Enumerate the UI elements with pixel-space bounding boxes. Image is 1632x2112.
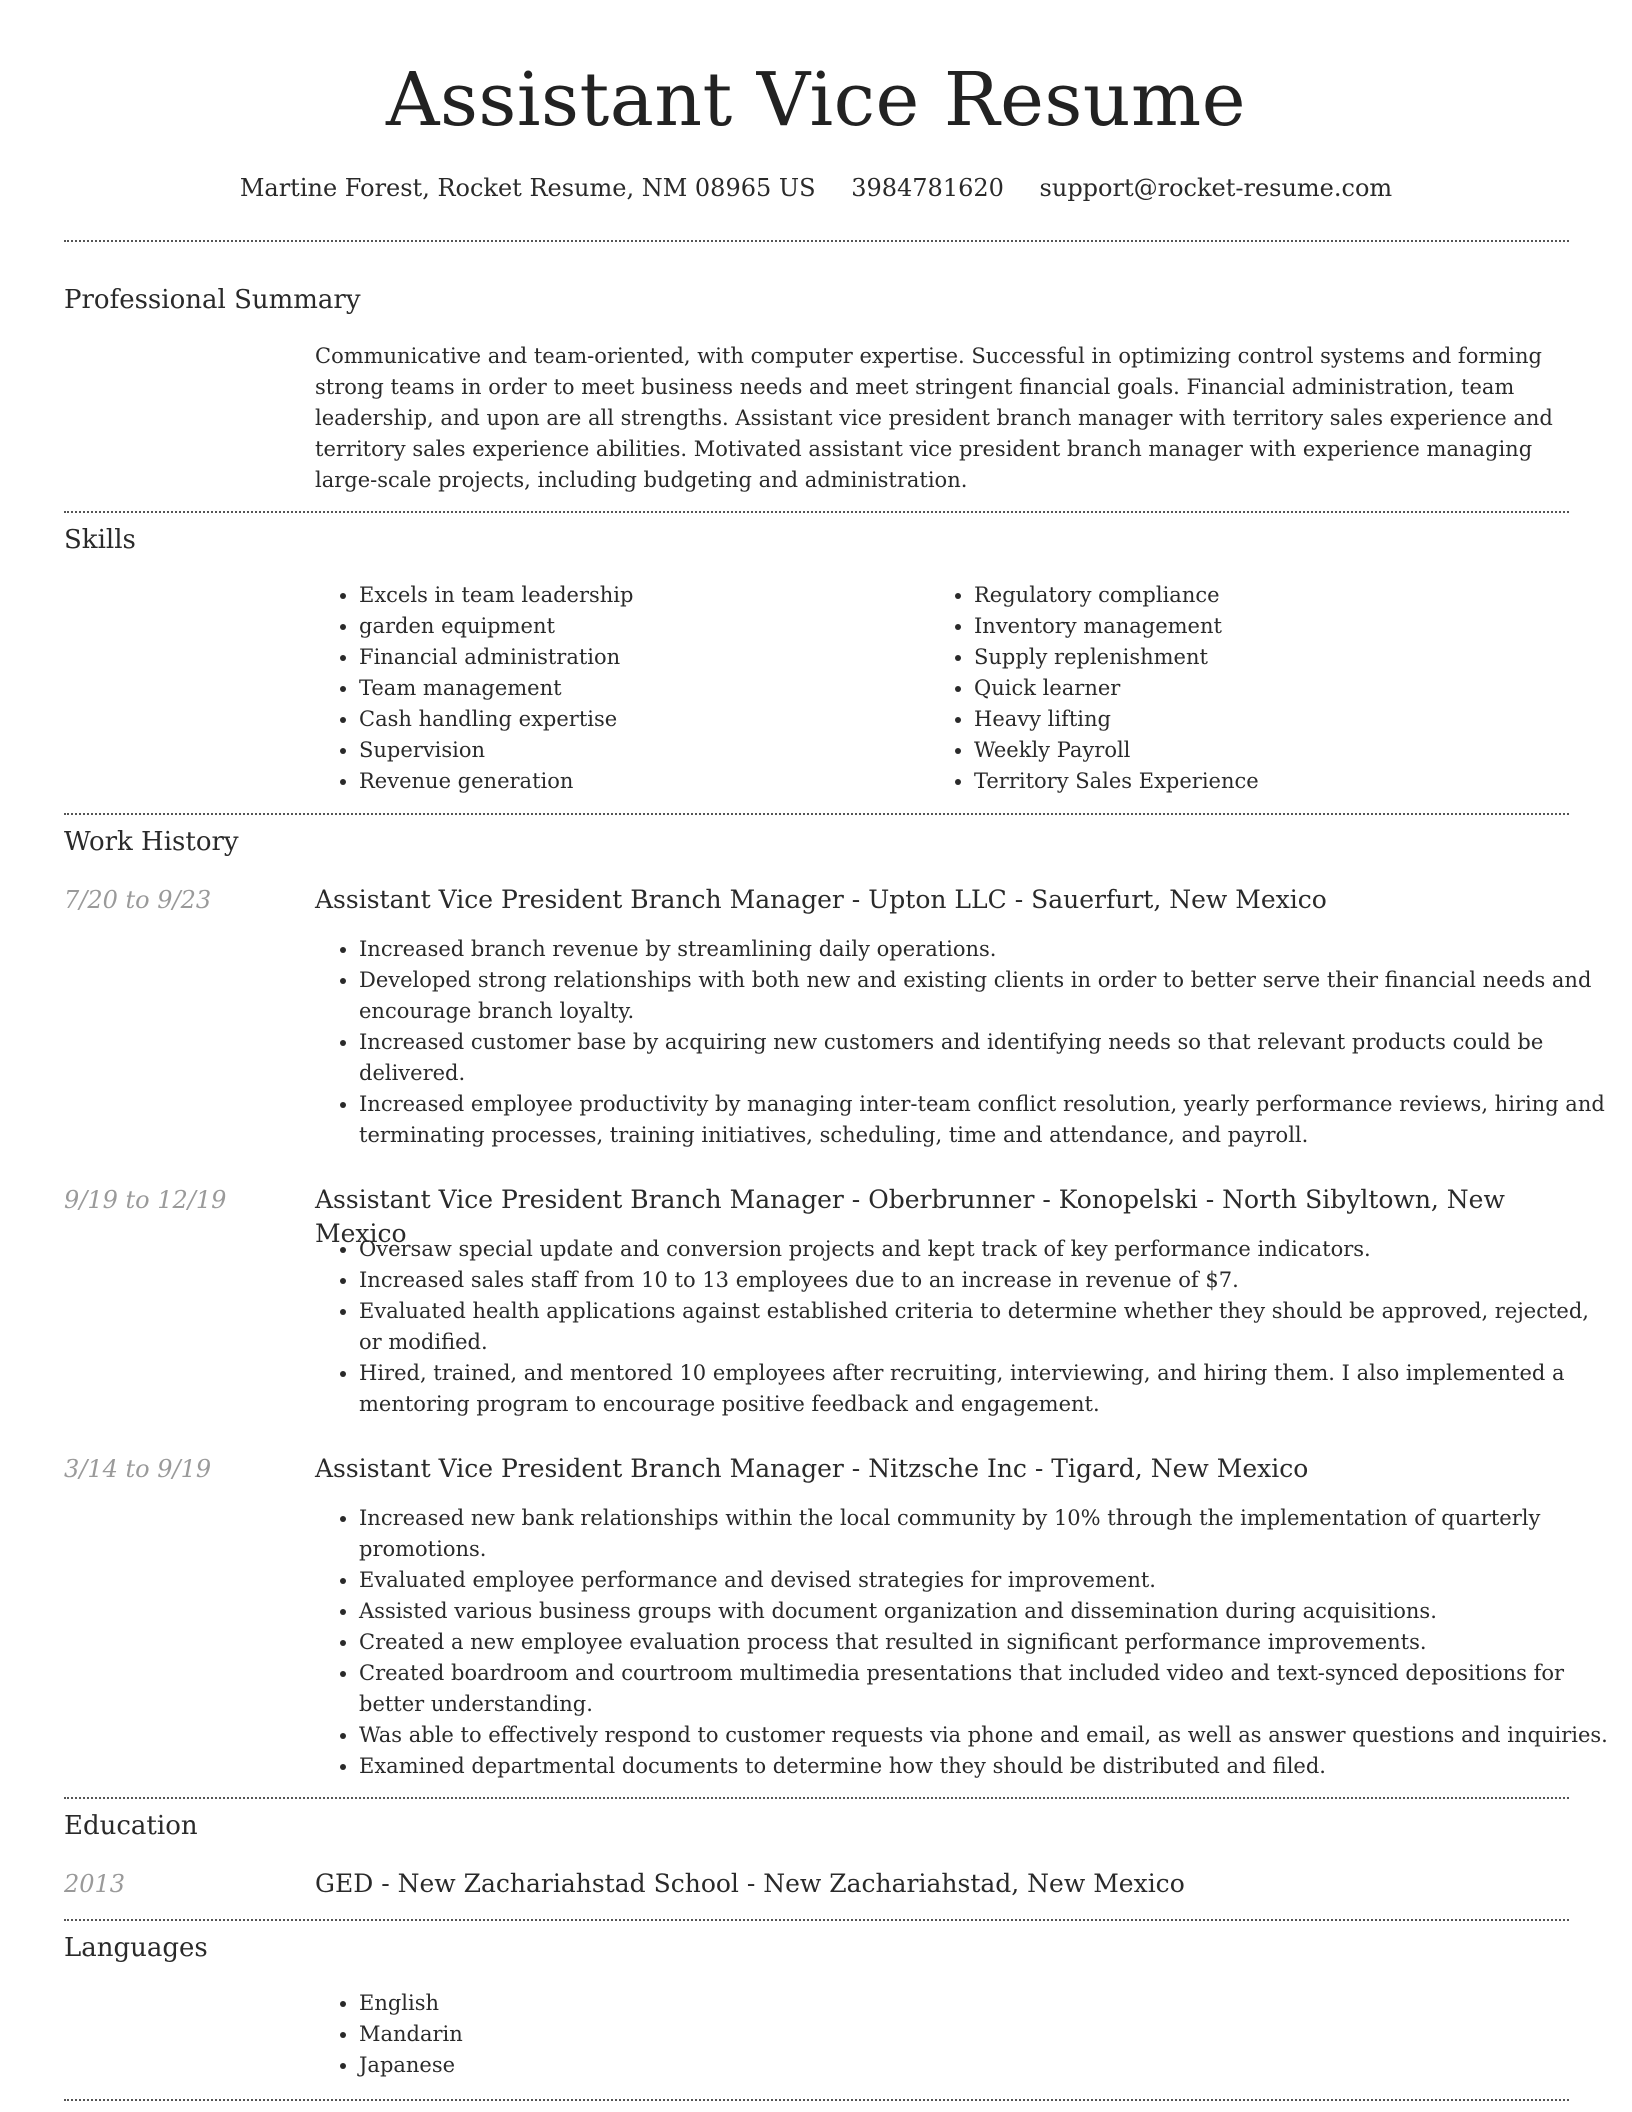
languages-list — [315, 1988, 959, 2081]
education-date: 2013 — [64, 1870, 126, 1898]
job-bullet: • Hired, trained, and mentored 10 employees after recruiting, interviewing, and hiring them. I also implemented a mentoring program to encourage positive feedback and engagement. — [359, 1358, 1613, 1420]
job-bullets — [315, 1234, 1613, 1420]
summary-heading: Professional Summary — [64, 285, 361, 315]
job-bullet: • Created a new employee evaluation process that resulted in significant performance improvements. — [359, 1627, 1613, 1658]
job-title: Assistant Vice President Branch Manager - Nitzsche Inc - Tigard, New Mexico — [315, 1454, 1309, 1483]
job-bullet: • Evaluated employee performance and devised strategies for improvement. — [359, 1565, 1613, 1596]
job-date: 7/20 to 9/23 — [64, 886, 212, 914]
resume-title: Assistant Vice Resume — [386, 57, 1246, 143]
skill-item: • Quick learner — [974, 673, 1574, 704]
skills-heading: Skills — [64, 525, 136, 555]
skill-item: • Excels in team leadership — [359, 580, 919, 611]
job-bullet: • Oversaw special update and conversion projects and kept track of key performance indicators. — [359, 1234, 1613, 1265]
skill-item: • Supervision — [359, 735, 919, 766]
job-bullet: • Increased branch revenue by streamlining daily operations. — [359, 934, 1613, 965]
skills-list-right — [930, 580, 1574, 797]
divider — [64, 2099, 1569, 2101]
job-bullet: • Examined departmental documents to determine how they should be distributed and filed. — [359, 1751, 1613, 1782]
job-bullets — [315, 1503, 1613, 1782]
divider — [64, 1797, 1569, 1799]
divider — [64, 813, 1569, 815]
skill-item: • Financial administration — [359, 642, 919, 673]
language-item: • Japanese — [359, 2050, 959, 2081]
skill-item: • Heavy lifting — [974, 704, 1574, 735]
job-bullet: • Developed strong relationships with both new and existing clients in order to better serve their financial needs and encourage branch loyalty. — [359, 965, 1613, 1027]
skill-item: • Cash handling expertise — [359, 704, 919, 735]
education-heading: Education — [64, 1811, 198, 1841]
job-bullet: • Was able to effectively respond to customer requests via phone and email, as well as answer questions and inquiries. — [359, 1720, 1613, 1751]
job-bullets — [315, 934, 1613, 1151]
skill-item: • Territory Sales Experience — [974, 766, 1574, 797]
job-bullet: • Increased employee productivity by managing inter-team conflict resolution, yearly performance reviews, hiring and terminating processes, training initiatives, scheduling, time and attendance, and payroll. — [359, 1089, 1613, 1151]
skills-list-left — [315, 580, 919, 797]
summary-text: Communicative and team-oriented, with computer expertise. Successful in optimizing control systems and forming strong teams in order to meet business needs and meet stringent financial goals. Financial administration, team leadership, and upon are all strengths. Assistant vice president branch manager with territory sales experience and territory sales experience abilities. Motivated assistant vice president branch manager with experience managing large-scale projects, including budgeting and administration. — [315, 344, 1553, 492]
divider — [64, 1919, 1569, 1921]
job-title: Assistant Vice President Branch Manager - Oberbrunner - Konopelski - North Sibyltown, New Mexico — [315, 1185, 1505, 1248]
job-bullet: • Increased new bank relationships within the local community by 10% through the implementation of quarterly promotions. — [359, 1503, 1613, 1565]
job-title: Assistant Vice President Branch Manager - Upton LLC - Sauerfurt, New Mexico — [315, 885, 1327, 914]
skill-item: • Regulatory compliance — [974, 580, 1574, 611]
contact-email: support@rocket-resume.com — [1039, 174, 1393, 202]
job-bullet: • Created boardroom and courtroom multimedia presentations that included video and text-synced depositions for better understanding. — [359, 1658, 1613, 1720]
skill-item: • Revenue generation — [359, 766, 919, 797]
job-bullet: • Increased customer base by acquiring new customers and identifying needs so that relevant products could be delivered. — [359, 1027, 1613, 1089]
skill-item: • Supply replenishment — [974, 642, 1574, 673]
job-bullet: • Increased sales staff from 10 to 13 employees due to an increase in revenue of $7. — [359, 1265, 1613, 1296]
contact-phone: 3984781620 — [851, 174, 1004, 202]
language-item: • English — [359, 1988, 959, 2019]
job-date: 3/14 to 9/19 — [64, 1455, 212, 1483]
education-entry: GED - New Zachariahstad School - New Zachariahstad, New Mexico — [315, 1869, 1185, 1898]
languages-heading: Languages — [64, 1933, 208, 1963]
work-heading: Work History — [64, 827, 239, 857]
language-item: • Mandarin — [359, 2019, 959, 2050]
skill-item: • Inventory management — [974, 611, 1574, 642]
skill-item: • Weekly Payroll — [974, 735, 1574, 766]
skill-item: • garden equipment — [359, 611, 919, 642]
job-bullet: • Assisted various business groups with document organization and dissemination during acquisitions. — [359, 1596, 1613, 1627]
contact-address: Martine Forest, Rocket Resume, NM 08965 US — [239, 174, 816, 202]
contact-line — [0, 172, 1632, 204]
job-bullet: • Evaluated health applications against established criteria to determine whether they should be approved, rejected, or modified. — [359, 1296, 1613, 1358]
divider — [64, 240, 1569, 242]
divider — [64, 511, 1569, 513]
job-date: 9/19 to 12/19 — [64, 1186, 227, 1214]
skill-item: • Team management — [359, 673, 919, 704]
